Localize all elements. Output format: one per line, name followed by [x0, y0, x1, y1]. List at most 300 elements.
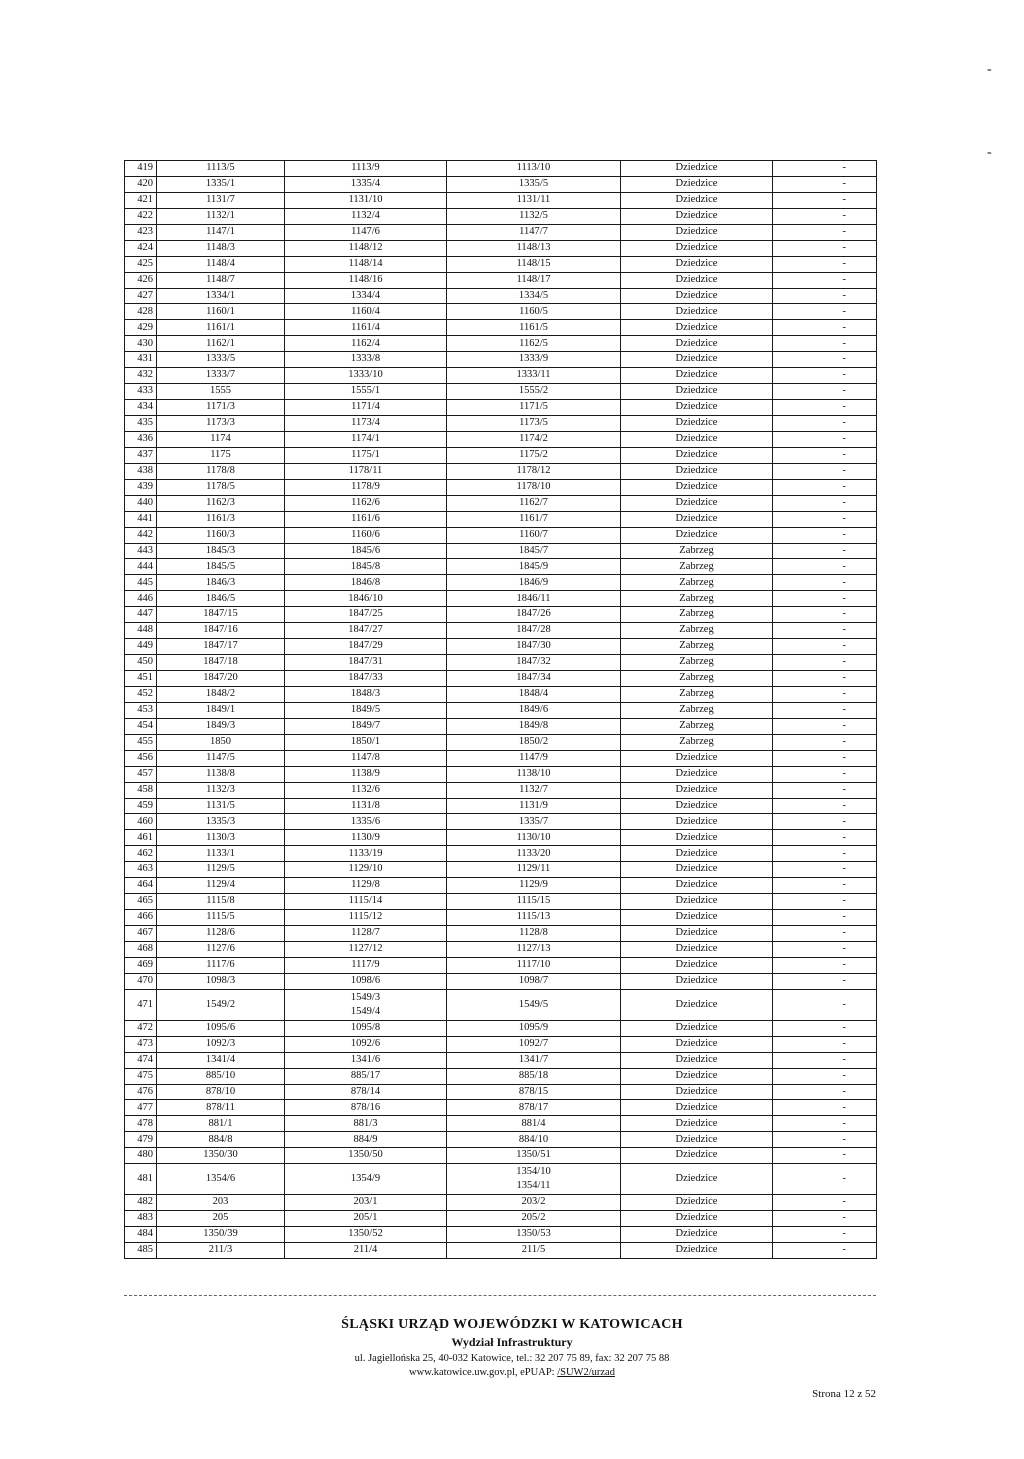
- parcel-before-cell: 205: [157, 1211, 285, 1227]
- precinct-cell: Dziedzice: [621, 368, 773, 384]
- note-cell: -: [773, 766, 877, 782]
- parcel-after-a-cell: 1130/9: [285, 830, 447, 846]
- parcel-after-b-cell: 1846/9: [447, 575, 621, 591]
- row-number-cell: 431: [125, 352, 157, 368]
- precinct-cell: Dziedzice: [621, 384, 773, 400]
- office-web: [212, 1367, 812, 1378]
- row-number-cell: 450: [125, 655, 157, 671]
- parcel-after-b-cell: 1333/9: [447, 352, 621, 368]
- row-number-cell: 430: [125, 336, 157, 352]
- note-cell: -: [773, 941, 877, 957]
- table-row: [125, 1052, 877, 1068]
- precinct-cell: Zabrzeg: [621, 559, 773, 575]
- margin-dash-mark: -: [987, 145, 992, 160]
- parcel-after-b-cell: 1178/10: [447, 479, 621, 495]
- row-number-cell: 451: [125, 671, 157, 687]
- parcel-after-a-cell: 1162/6: [285, 495, 447, 511]
- parcel-before-cell: 1555: [157, 384, 285, 400]
- row-number-cell: 478: [125, 1116, 157, 1132]
- note-cell: -: [773, 527, 877, 543]
- note-cell: -: [773, 1148, 877, 1164]
- row-number-cell: 473: [125, 1036, 157, 1052]
- parcel-before-cell: 1162/1: [157, 336, 285, 352]
- parcel-before-cell: 1173/3: [157, 416, 285, 432]
- precinct-cell: Dziedzice: [621, 1052, 773, 1068]
- note-cell: -: [773, 878, 877, 894]
- parcel-after-a-cell: 1127/12: [285, 941, 447, 957]
- precinct-cell: Zabrzeg: [621, 543, 773, 559]
- row-number-cell: 446: [125, 591, 157, 607]
- row-number-cell: 419: [125, 161, 157, 177]
- parcel-after-a-cell: 1095/8: [285, 1020, 447, 1036]
- parcel-after-b-cell: 1849/6: [447, 702, 621, 718]
- note-cell: -: [773, 910, 877, 926]
- table-row: [125, 479, 877, 495]
- table-row: [125, 607, 877, 623]
- parcel-after-b-cell: 1131/11: [447, 192, 621, 208]
- parcel-after-a-cell: 205/1: [285, 1211, 447, 1227]
- parcel-before-cell: 1115/5: [157, 910, 285, 926]
- table-row: [125, 878, 877, 894]
- precinct-cell: Dziedzice: [621, 1068, 773, 1084]
- row-number-cell: 436: [125, 431, 157, 447]
- parcel-table: [124, 160, 877, 1259]
- parcel-after-a-cell: 1354/9: [285, 1164, 447, 1195]
- parcel-after-a-cell: 1148/16: [285, 272, 447, 288]
- parcel-after-a-cell: 1115/14: [285, 894, 447, 910]
- note-cell: -: [773, 1195, 877, 1211]
- parcel-before-cell: 1129/5: [157, 862, 285, 878]
- precinct-cell: Dziedzice: [621, 256, 773, 272]
- parcel-after-a-cell: 1335/4: [285, 176, 447, 192]
- precinct-cell: Dziedzice: [621, 814, 773, 830]
- precinct-cell: Dziedzice: [621, 272, 773, 288]
- table-row: [125, 208, 877, 224]
- precinct-cell: Dziedzice: [621, 798, 773, 814]
- parcel-after-a-cell: 1128/7: [285, 926, 447, 942]
- parcel-after-a-cell: 1847/27: [285, 623, 447, 639]
- note-cell: -: [773, 591, 877, 607]
- table-row: [125, 686, 877, 702]
- row-number-cell: 429: [125, 320, 157, 336]
- precinct-cell: Dziedzice: [621, 336, 773, 352]
- footer-divider: [124, 1295, 876, 1296]
- precinct-cell: Dziedzice: [621, 878, 773, 894]
- precinct-cell: Dziedzice: [621, 240, 773, 256]
- table-row: [125, 559, 877, 575]
- parcel-after-a-cell: 1161/6: [285, 511, 447, 527]
- row-number-cell: 457: [125, 766, 157, 782]
- epuap-link[interactable]: /SUW2/urzad: [557, 1367, 615, 1378]
- precinct-cell: Dziedzice: [621, 208, 773, 224]
- parcel-after-a-cell: 1849/7: [285, 718, 447, 734]
- row-number-cell: 421: [125, 192, 157, 208]
- parcel-after-b-cell: 1129/9: [447, 878, 621, 894]
- parcel-after-a-cell: 1148/12: [285, 240, 447, 256]
- precinct-cell: Dziedzice: [621, 894, 773, 910]
- row-number-cell: 467: [125, 926, 157, 942]
- row-number-cell: 460: [125, 814, 157, 830]
- note-cell: -: [773, 862, 877, 878]
- precinct-cell: Dziedzice: [621, 782, 773, 798]
- precinct-cell: Dziedzice: [621, 846, 773, 862]
- row-number-cell: 463: [125, 862, 157, 878]
- table-row: [125, 511, 877, 527]
- parcel-after-b-cell: 1092/7: [447, 1036, 621, 1052]
- row-number-cell: 428: [125, 304, 157, 320]
- parcel-after-b-cell: 1147/9: [447, 750, 621, 766]
- note-cell: -: [773, 1132, 877, 1148]
- parcel-before-cell: 1350/39: [157, 1227, 285, 1243]
- precinct-cell: Dziedzice: [621, 176, 773, 192]
- parcel-before-cell: 1132/3: [157, 782, 285, 798]
- department-name: Wydział Infrastruktury: [451, 1335, 573, 1349]
- note-cell: -: [773, 1068, 877, 1084]
- note-cell: -: [773, 655, 877, 671]
- parcel-before-cell: 1148/3: [157, 240, 285, 256]
- parcel-after-a-cell: 1160/4: [285, 304, 447, 320]
- parcel-after-a-cell: 1148/14: [285, 256, 447, 272]
- table-row: [125, 368, 877, 384]
- note-cell: -: [773, 368, 877, 384]
- parcel-after-b-cell: 1133/20: [447, 846, 621, 862]
- parcel-before-cell: 1175: [157, 447, 285, 463]
- table-row: [125, 798, 877, 814]
- row-number-cell: 432: [125, 368, 157, 384]
- note-cell: -: [773, 336, 877, 352]
- parcel-before-cell: 885/10: [157, 1068, 285, 1084]
- note-cell: -: [773, 686, 877, 702]
- table-row: [125, 336, 877, 352]
- note-cell: -: [773, 416, 877, 432]
- parcel-after-b-value: 1354/11: [516, 1180, 551, 1192]
- precinct-cell: Dziedzice: [621, 1116, 773, 1132]
- footer: [212, 1317, 812, 1378]
- precinct-cell: Dziedzice: [621, 416, 773, 432]
- note-cell: -: [773, 495, 877, 511]
- table-row: [125, 320, 877, 336]
- parcel-before-cell: 1847/20: [157, 671, 285, 687]
- precinct-cell: Dziedzice: [621, 1020, 773, 1036]
- row-number-cell: 420: [125, 176, 157, 192]
- table-row: [125, 1084, 877, 1100]
- table-row: [125, 431, 877, 447]
- table-row: [125, 1100, 877, 1116]
- parcel-before-cell: 1160/1: [157, 304, 285, 320]
- table-row: [125, 1116, 877, 1132]
- table-row: [125, 989, 877, 1020]
- table-row: [125, 192, 877, 208]
- parcel-after-b-cell: 1113/10: [447, 161, 621, 177]
- parcel-after-b-cell: 211/5: [447, 1243, 621, 1259]
- row-number-cell: 423: [125, 224, 157, 240]
- row-number-cell: 461: [125, 830, 157, 846]
- parcel-after-a-cell: 1160/6: [285, 527, 447, 543]
- parcel-before-cell: 1333/7: [157, 368, 285, 384]
- parcel-after-a-cell: 1847/31: [285, 655, 447, 671]
- parcel-after-a-cell: 1845/8: [285, 559, 447, 575]
- precinct-cell: Dziedzice: [621, 527, 773, 543]
- parcel-after-b-cell: 1350/53: [447, 1227, 621, 1243]
- note-cell: -: [773, 288, 877, 304]
- parcel-after-a-cell: 1092/6: [285, 1036, 447, 1052]
- parcel-after-b-cell: 1846/11: [447, 591, 621, 607]
- parcel-before-cell: 1335/1: [157, 176, 285, 192]
- row-number-cell: 425: [125, 256, 157, 272]
- parcel-before-cell: 1178/5: [157, 479, 285, 495]
- precinct-cell: Zabrzeg: [621, 655, 773, 671]
- table-row: [125, 224, 877, 240]
- note-cell: -: [773, 814, 877, 830]
- parcel-after-b-cell: 205/2: [447, 1211, 621, 1227]
- table-row: [125, 718, 877, 734]
- parcel-before-cell: 878/10: [157, 1084, 285, 1100]
- parcel-after-a-cell: 1132/6: [285, 782, 447, 798]
- parcel-after-b-cell: 1129/11: [447, 862, 621, 878]
- parcel-after-b-cell: 878/17: [447, 1100, 621, 1116]
- parcel-before-cell: 878/11: [157, 1100, 285, 1116]
- precinct-cell: Dziedzice: [621, 910, 773, 926]
- parcel-after-a-cell: 1173/4: [285, 416, 447, 432]
- parcel-after-a-cell: 1848/3: [285, 686, 447, 702]
- parcel-after-a-cell: 1341/6: [285, 1052, 447, 1068]
- precinct-cell: Zabrzeg: [621, 623, 773, 639]
- parcel-before-cell: 1847/16: [157, 623, 285, 639]
- margin-dash-mark: -: [987, 62, 992, 77]
- note-cell: -: [773, 352, 877, 368]
- precinct-cell: Zabrzeg: [621, 639, 773, 655]
- parcel-after-b-cell: 878/15: [447, 1084, 621, 1100]
- row-number-cell: 424: [125, 240, 157, 256]
- note-cell: -: [773, 479, 877, 495]
- table-row: [125, 591, 877, 607]
- note-cell: -: [773, 734, 877, 750]
- row-number-cell: 477: [125, 1100, 157, 1116]
- precinct-cell: Dziedzice: [621, 320, 773, 336]
- parcel-before-cell: 1133/1: [157, 846, 285, 862]
- parcel-after-a-cell: 1846/8: [285, 575, 447, 591]
- precinct-cell: Dziedzice: [621, 973, 773, 989]
- precinct-cell: Dziedzice: [621, 1036, 773, 1052]
- table-row: [125, 495, 877, 511]
- precinct-cell: Zabrzeg: [621, 686, 773, 702]
- note-cell: -: [773, 320, 877, 336]
- parcel-before-cell: 1147/5: [157, 750, 285, 766]
- parcel-after-a-cell: 1850/1: [285, 734, 447, 750]
- parcel-before-cell: 1138/8: [157, 766, 285, 782]
- precinct-cell: Dziedzice: [621, 352, 773, 368]
- row-number-cell: 481: [125, 1164, 157, 1195]
- parcel-after-b-cell: 1849/8: [447, 718, 621, 734]
- precinct-cell: Dziedzice: [621, 926, 773, 942]
- parcel-after-b-cell: 1350/51: [447, 1148, 621, 1164]
- parcel-before-cell: 1098/3: [157, 973, 285, 989]
- row-number-cell: 452: [125, 686, 157, 702]
- row-number-cell: 482: [125, 1195, 157, 1211]
- note-cell: -: [773, 272, 877, 288]
- row-number-cell: 485: [125, 1243, 157, 1259]
- row-number-cell: 483: [125, 1211, 157, 1227]
- parcel-after-a-cell: 1845/6: [285, 543, 447, 559]
- parcel-before-cell: 1335/3: [157, 814, 285, 830]
- precinct-cell: Dziedzice: [621, 862, 773, 878]
- precinct-cell: Dziedzice: [621, 495, 773, 511]
- precinct-cell: Dziedzice: [621, 479, 773, 495]
- parcel-after-b-cell: 1335/5: [447, 176, 621, 192]
- parcel-after-b-cell: 1847/32: [447, 655, 621, 671]
- table-row: [125, 1068, 877, 1084]
- row-number-cell: 449: [125, 639, 157, 655]
- table-row: [125, 814, 877, 830]
- parcel-after-b-cell: 1132/7: [447, 782, 621, 798]
- precinct-cell: Dziedzice: [621, 989, 773, 1020]
- parcel-after-a-cell: 1178/11: [285, 463, 447, 479]
- parcel-before-cell: 211/3: [157, 1243, 285, 1259]
- table-row: [125, 1148, 877, 1164]
- parcel-after-a-cell: 1333/8: [285, 352, 447, 368]
- note-cell: -: [773, 1211, 877, 1227]
- parcel-after-a-value: 1549/3: [350, 991, 381, 1003]
- parcel-after-b-cell: 1128/8: [447, 926, 621, 942]
- row-number-cell: 470: [125, 973, 157, 989]
- parcel-after-a-cell: 203/1: [285, 1195, 447, 1211]
- table-row: [125, 352, 877, 368]
- parcel-after-b-cell: 1171/5: [447, 400, 621, 416]
- parcel-before-cell: 1130/3: [157, 830, 285, 846]
- row-number-cell: 442: [125, 527, 157, 543]
- row-number-cell: 444: [125, 559, 157, 575]
- parcel-after-a-cell: 1131/8: [285, 798, 447, 814]
- parcel-before-cell: 1171/3: [157, 400, 285, 416]
- table-row: [125, 1211, 877, 1227]
- parcel-after-b-cell: 1341/7: [447, 1052, 621, 1068]
- note-cell: -: [773, 846, 877, 862]
- precinct-cell: Dziedzice: [621, 1148, 773, 1164]
- table-row: [125, 1243, 877, 1259]
- parcel-after-b-cell: 1175/2: [447, 447, 621, 463]
- row-number-cell: 438: [125, 463, 157, 479]
- parcel-after-b-cell: 1161/7: [447, 511, 621, 527]
- precinct-cell: Zabrzeg: [621, 575, 773, 591]
- note-cell: -: [773, 607, 877, 623]
- parcel-before-cell: 1160/3: [157, 527, 285, 543]
- parcel-after-a-cell: 1350/52: [285, 1227, 447, 1243]
- parcel-after-a-cell: 1335/6: [285, 814, 447, 830]
- parcel-after-b-cell: 1115/13: [447, 910, 621, 926]
- table-row: [125, 766, 877, 782]
- row-number-cell: 484: [125, 1227, 157, 1243]
- parcel-after-a-cell: 1129/8: [285, 878, 447, 894]
- parcel-after-a-cell: 1555/1: [285, 384, 447, 400]
- parcel-after-a-cell: 1334/4: [285, 288, 447, 304]
- parcel-after-b-cell: 1847/34: [447, 671, 621, 687]
- precinct-cell: Zabrzeg: [621, 718, 773, 734]
- note-cell: -: [773, 161, 877, 177]
- parcel-after-b-cell: 884/10: [447, 1132, 621, 1148]
- row-number-cell: 448: [125, 623, 157, 639]
- parcel-after-a-cell: 1162/4: [285, 336, 447, 352]
- parcel-before-cell: 1333/5: [157, 352, 285, 368]
- parcel-before-cell: 1128/6: [157, 926, 285, 942]
- parcel-after-b-cell: 1173/5: [447, 416, 621, 432]
- table-row: [125, 527, 877, 543]
- precinct-cell: Zabrzeg: [621, 607, 773, 623]
- parcel-after-a-cell: 1178/9: [285, 479, 447, 495]
- parcel-after-a-cell: 1849/5: [285, 702, 447, 718]
- parcel-before-cell: 1334/1: [157, 288, 285, 304]
- row-number-cell: 437: [125, 447, 157, 463]
- parcel-after-b-cell: 1333/11: [447, 368, 621, 384]
- table-row: [125, 1195, 877, 1211]
- parcel-before-cell: 1549/2: [157, 989, 285, 1020]
- table-row: [125, 862, 877, 878]
- precinct-cell: Dziedzice: [621, 941, 773, 957]
- table-row: [125, 463, 877, 479]
- note-cell: -: [773, 240, 877, 256]
- table-row: [125, 941, 877, 957]
- parcel-after-b-cell: 1162/7: [447, 495, 621, 511]
- page-number: Strona 12 z 52: [812, 1388, 876, 1400]
- parcel-after-b-cell: 1115/15: [447, 894, 621, 910]
- parcel-after-a-value: 1549/4: [350, 1005, 381, 1017]
- note-cell: -: [773, 543, 877, 559]
- note-cell: -: [773, 702, 877, 718]
- table-row: [125, 926, 877, 942]
- parcel-before-cell: 1847/15: [157, 607, 285, 623]
- precinct-cell: Dziedzice: [621, 511, 773, 527]
- parcel-before-cell: 1845/5: [157, 559, 285, 575]
- parcel-after-b-cell: 1174/2: [447, 431, 621, 447]
- parcel-after-b-cell: 1162/5: [447, 336, 621, 352]
- row-number-cell: 426: [125, 272, 157, 288]
- note-cell: -: [773, 1243, 877, 1259]
- parcel-before-cell: 1350/30: [157, 1148, 285, 1164]
- precinct-cell: Dziedzice: [621, 1132, 773, 1148]
- parcel-before-cell: 1161/3: [157, 511, 285, 527]
- table-row: [125, 894, 877, 910]
- office-address: ul. Jagiellońska 25, 40-032 Katowice, tel.: 32 207 75 89, fax: 32 207 75 88: [354, 1353, 670, 1364]
- parcel-after-b-cell: 885/18: [447, 1068, 621, 1084]
- parcel-before-cell: 1847/18: [157, 655, 285, 671]
- note-cell: -: [773, 1227, 877, 1243]
- parcel-after-a-cell: [285, 989, 447, 1020]
- row-number-cell: 434: [125, 400, 157, 416]
- row-number-cell: 440: [125, 495, 157, 511]
- precinct-cell: Dziedzice: [621, 1100, 773, 1116]
- row-number-cell: 479: [125, 1132, 157, 1148]
- note-cell: -: [773, 671, 877, 687]
- parcel-before-cell: 1131/7: [157, 192, 285, 208]
- parcel-after-b-cell: 1148/13: [447, 240, 621, 256]
- note-cell: -: [773, 894, 877, 910]
- parcel-after-b-value: 1354/10: [516, 1166, 551, 1178]
- parcel-after-a-cell: 881/3: [285, 1116, 447, 1132]
- parcel-after-b-cell: 1845/7: [447, 543, 621, 559]
- parcel-after-a-cell: 1132/4: [285, 208, 447, 224]
- parcel-after-a-cell: 1131/10: [285, 192, 447, 208]
- parcel-after-a-cell: 878/16: [285, 1100, 447, 1116]
- parcel-after-a-cell: 1847/25: [285, 607, 447, 623]
- parcel-after-a-cell: 1171/4: [285, 400, 447, 416]
- office-name: ŚLĄSKI URZĄD WOJEWÓDZKI W KATOWICACH: [341, 1317, 683, 1332]
- table-row: [125, 240, 877, 256]
- parcel-before-cell: 1846/5: [157, 591, 285, 607]
- precinct-cell: Dziedzice: [621, 1243, 773, 1259]
- note-cell: -: [773, 208, 877, 224]
- table-row: [125, 1020, 877, 1036]
- row-number-cell: 447: [125, 607, 157, 623]
- table-row: [125, 910, 877, 926]
